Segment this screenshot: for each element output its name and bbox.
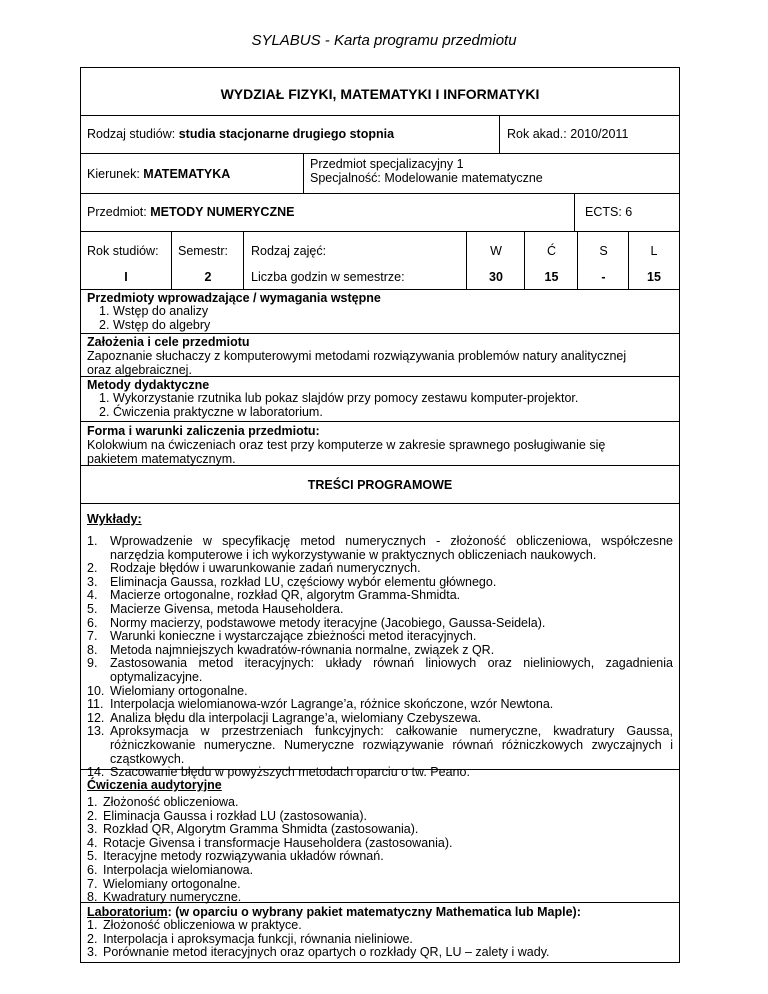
prerequisites-section — [81, 290, 679, 334]
academic-year-cell — [499, 116, 679, 153]
faculty-title: WYDZIAŁ FIZYKI, MATEMATYKI I INFORMATYKI — [220, 86, 540, 102]
list-item: 6. Normy macierzy, podstawowe metody iteracyjne (Jacobiego, Gaussa-Seidela). — [87, 615, 546, 630]
study-type — [87, 127, 394, 141]
list-item: 7. Wielomiany ortogonalne. — [87, 876, 241, 891]
list-item: 7. Warunki konieczne i wystarczające zbieżności metod iteracyjnych. — [87, 629, 477, 644]
c-col — [524, 232, 577, 289]
type-col — [243, 232, 466, 289]
list-item: 14. Szacowanie błędu w powyższych metodach oparciu o tw. Peano. — [87, 765, 470, 780]
w-col — [466, 232, 524, 289]
ects-label: ECTS: — [585, 205, 622, 219]
list-item: 1. Wykorzystanie rzutnika lub pokaz slajdów przy pomocy zestawu komputer-projektor. — [99, 391, 579, 405]
syllabus-card — [80, 67, 680, 963]
exercises-heading: Ćwiczenia audytoryjne — [87, 778, 222, 792]
list-item: 6. Interpolacja wielomianowa. — [87, 862, 254, 877]
direction-label: Kierunek: — [87, 167, 140, 181]
study-type-value: studia stacjonarne drugiego stopnia — [178, 127, 395, 141]
subject-value: METODY NUMERYCZNE — [150, 205, 295, 219]
year-col — [81, 232, 171, 289]
ects-value: 6 — [625, 205, 633, 219]
program-title-row — [81, 466, 679, 504]
program-title: TREŚCI PROGRAMOWE — [307, 478, 453, 492]
assessment-section — [81, 422, 679, 466]
lectures-section — [81, 504, 679, 780]
s-header: S — [599, 244, 608, 258]
s-col — [577, 232, 628, 289]
year-label: Rok studiów: — [87, 244, 159, 258]
list-item: 1. Wprowadzenie w specyfikację metod numerycznych - złożoność obliczeniowa, współczesne narzędzia komputerowe i ich wykorzystywanie w praktycznych obliczeniach naukowych. — [87, 534, 673, 562]
study-type-label: Rodzaj studiów: — [87, 127, 176, 141]
list-item: 13. Aproksymacja w przestrzeniach funkcyjnych: całkowanie numeryczne, kwadratury Gaussa, różniczkowanie numeryczne. Numeryczne rozwiązywanie równań różniczkowych zwyczajnych i cząstkowych. — [87, 724, 673, 766]
semester-value: 2 — [204, 270, 212, 284]
methods-list — [87, 392, 673, 419]
direction-value: MATEMATYKA — [143, 167, 231, 181]
lab-heading-rest: : (w oparciu o wybrany pakiet matematyczny Mathematica lub Maple): — [167, 905, 581, 919]
l-hours: 15 — [647, 270, 661, 284]
list-item: 5. Macierze Givensa, metoda Hauseholdera. — [87, 601, 344, 616]
page-header: SYLABUS - Karta programu przedmiotu — [251, 32, 517, 49]
lab-heading-title: Laboratorium — [87, 905, 168, 919]
hours-table — [81, 232, 679, 290]
list-item: 2. Ćwiczenia praktyczne w laboratorium. — [99, 404, 323, 419]
goals-line2: oraz algebraicznej. — [87, 363, 192, 377]
lab-section — [81, 903, 679, 962]
semester-col — [171, 232, 243, 289]
list-item: 4. Macierze ortogonalne, rozkład QR, algorytm Gramma-Shmidta. — [87, 588, 461, 603]
list-item: 1. Wstęp do analizy — [99, 304, 209, 318]
c-header: Ć — [546, 244, 557, 258]
w-hours: 30 — [489, 270, 503, 284]
list-item: 5. Iteracyjne metody rozwiązywania układów równań. — [87, 849, 384, 864]
list-item: 10. Wielomiany ortogonalne. — [87, 683, 248, 698]
lab-heading — [87, 905, 673, 919]
prerequisites-list — [87, 305, 673, 332]
semester-label: Semestr: — [178, 244, 229, 258]
exercises-list — [87, 796, 673, 905]
lectures-heading: Wykłady: — [87, 512, 142, 526]
exercises-section — [81, 770, 679, 903]
academic-year-label: Rok akad.: — [507, 127, 567, 141]
hours-label: Liczba godzin w semestrze: — [251, 270, 405, 284]
ects-cell — [574, 194, 679, 231]
list-item: 12. Analiza błędu dla interpolacji Lagrange’a, wielomiany Czebyszewa. — [87, 710, 482, 725]
specialization-line2: Specjalność: Modelowanie matematyczne — [310, 171, 543, 185]
subject-label: Przedmiot: — [87, 205, 147, 219]
specialization-cell — [303, 154, 679, 193]
subject — [87, 205, 294, 219]
academic-year-value: 2010/2011 — [570, 127, 629, 141]
list-item: 3. Eliminacja Gaussa, rozkład LU, częściowy wybór elementu głównego. — [87, 574, 497, 589]
list-item: 1. Złożoność obliczeniowa w praktyce. — [87, 918, 302, 932]
goals-section — [81, 334, 679, 377]
w-header: W — [490, 244, 502, 258]
c-hours: 15 — [544, 270, 559, 284]
direction — [87, 167, 230, 181]
list-item: 3. Porównanie metod iteracyjnych oraz opartych o rozkłady QR, LU – zalety i wady. — [87, 945, 550, 960]
list-item: 4. Rotacje Givensa i transformacje Hauseholdera (zastosowania). — [87, 835, 453, 850]
lectures-list — [87, 535, 673, 780]
direction-row — [81, 154, 679, 194]
list-item: 2. Interpolacja i aproksymacja funkcji, równania nieliniowe. — [87, 931, 413, 946]
goals-heading: Założenia i cele przedmiotu — [87, 335, 250, 349]
list-item: 2. Rodzaje błędów i uwarunkowanie zadań numerycznych. — [87, 561, 421, 576]
list-item: 8. Kwadratury numeryczne. — [87, 890, 242, 905]
year-value: I — [124, 270, 128, 284]
assessment-line2: pakietem matematycznym. — [87, 452, 236, 466]
goals-line1: Zapoznanie słuchaczy z komputerowymi metodami rozwiązywania problemów natury analitycznej — [87, 349, 627, 363]
study-type-row — [81, 116, 679, 154]
subject-row — [81, 194, 679, 232]
methods-section — [81, 377, 679, 422]
l-header: L — [650, 244, 658, 258]
type-label: Rodzaj zajęć: — [251, 244, 327, 258]
list-item: 1. Złożoność obliczeniowa. — [87, 795, 239, 809]
list-item: 2. Eliminacja Gaussa i rozkład LU (zastosowania). — [87, 808, 367, 823]
lab-list — [87, 919, 673, 960]
faculty-row — [81, 68, 679, 116]
prerequisites-heading: Przedmioty wprowadzające / wymagania wstępne — [87, 291, 381, 305]
list-item: 2. Wstęp do algebry — [99, 317, 211, 332]
l-col — [628, 232, 679, 289]
list-item: 9. Zastosowania metod iteracyjnych: układy równań liniowych oraz nieliniowych, zagadnienia optymalizacyjne. — [87, 656, 673, 684]
list-item: 11. Interpolacja wielomianowa-wzór Lagrange’a, różnice skończone, wzór Newtona. — [87, 697, 554, 712]
list-item: 8. Metoda najmniejszych kwadratów-równania normalne, związek z QR. — [87, 642, 495, 657]
s-hours: - — [601, 270, 606, 284]
methods-heading: Metody dydaktyczne — [87, 378, 210, 392]
assessment-heading: Forma i warunki zaliczenia przedmiotu: — [87, 424, 320, 438]
list-item: 3. Rozkład QR, Algorytm Gramma Shmidta (zastosowania). — [87, 822, 419, 837]
specialization-line1: Przedmiot specjalizacyjny 1 — [310, 157, 464, 171]
assessment-line1: Kolokwium na ćwiczeniach oraz test przy komputerze w zakresie sprawnego posługiwanie się — [87, 438, 606, 452]
